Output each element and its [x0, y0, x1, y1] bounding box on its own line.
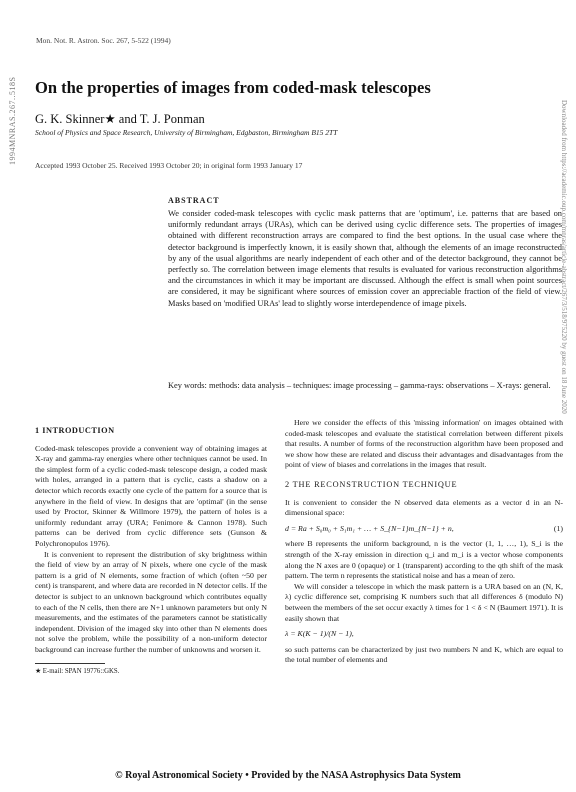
- equation-2: [285, 629, 563, 640]
- dates-line: Accepted 1993 October 25. Received 1993 October 20; in original form 1993 January 17: [35, 161, 303, 170]
- section-2-heading: 2 THE RECONSTRUCTION TECHNIQUE: [285, 479, 458, 489]
- right-column: [285, 418, 563, 666]
- journal-citation: Mon. Not. R. Astron. Soc. 267, 5-522 (1994): [36, 36, 171, 45]
- equation-2-body: λ = K(K − 1)/(N − 1),: [285, 629, 354, 639]
- download-watermark: Downloaded from https://academic.oup.com/mnras/article-abstract/267/3/518/975220 by guest on 18 June 2020: [560, 100, 568, 414]
- right-paragraph-5: so such patterns can be characterized by just two numbers N and K, which are equal to the total number of elements and: [285, 644, 563, 665]
- keywords: Key words: methods: data analysis – techniques: image processing – gamma-rays: observations – X-rays: general.: [168, 381, 551, 390]
- affiliation: School of Physics and Space Research, University of Birmingham, Edgbaston, Birmingham B15 2TT: [35, 128, 338, 137]
- right-paragraph-1: Here we consider the effects of this 'missing information' on images obtained with coded-mask telescopes and evaluate the statistical correlation between different pixels that results. A number of forms of the reconstruction algorithm have been proposed and we show how these are related and discuss their advantages and disadvantages from the point of view of biases and correlations in the images that result.: [285, 418, 563, 470]
- right-paragraph-2: It is convenient to consider the N observed data elements as a vector d in an N-dimensional space:: [285, 497, 563, 518]
- authors: G. K. Skinner★ and T. J. Ponman: [35, 112, 205, 126]
- right-paragraph-3: where B represents the uniform background, n is the vector (1, 1, …, 1), S_i is the strength of the X-ray emission in direction q_i and m_i is a vector whose components along the N axes are 0 (opaque) or 1 (transparent) according to the qth shift of the mask pattern. The term n represents the statistical noise and has a mean of zero.: [285, 539, 563, 581]
- intro-heading: 1 INTRODUCTION: [35, 426, 115, 435]
- equation-1: [285, 524, 563, 535]
- intro-paragraph-2: It is convenient to represent the distribution of sky brightness within the field of view by an array of N pixels, where one cycle of the mask pattern is a grid of N elements, some fraction of which (often ~50 per cent) is transparent, and where data are recorded in N detector cells. If the detector is subject to an unknown background which contributes equally to each of the N cells, then there are N+1 unknown parameters but only N measurements, and the estimates of the parameters cannot be statistically independent. Division of the imaged sky into other than N elements does not solve the problem, while the possibility of a non-uniform detector background can increase further the number of unknowns and worsen it.: [35, 549, 267, 654]
- left-column: [35, 426, 267, 678]
- intro-paragraph-1: Coded-mask telescopes provide a convenient way of obtaining images at X-ray and gamma-ray energies where other techniques cannot be used. In the simplest form of a cyclic coded-mask telescope design, a coded mask with holes, arranged in a pattern that is cyclic, casts a shadow on a detector which records exactly one cycle of the pattern for a source that is anywhere in the field of view. In designs that are 'optimal' (in the sense used by Proctor, Skinner & Willmore 1979), the pattern of holes is a uniformly redundant array (URA; Fenimore & Cannon 1978). Such patterns can be derived from cyclic difference sets (Gunson & Polychronopulos 1976).: [35, 443, 267, 548]
- abstract-text: We consider coded-mask telescopes with cyclic mask patterns that are 'optimum', i.e. patterns that are based on uniformly redundant arrays (URAs), which can be derived using cyclic difference sets. The properties of images obtained with different reconstruction arrays are compared to find the best options. In the usual case where the detector background is imperfectly known, it is easily shown that, although the elements of an image reconstructed by any of the usual algorithms are nearly independent of each other and of the detector background, they cannot be perfectly so. The correlation between image elements that results is evaluated for various reconstruction algorithms and the circumstances in which it may be important are discussed. Although the effect is small when point sources are considered, it may be significant where sources of emission cover an appreciable fraction of the field of view. Masks based on 'modified URAs' lead to slightly worse interdependence of image pixels.: [168, 209, 562, 308]
- right-paragraph-4: We will consider a telescope in which the mask pattern is a URA based on an (N, K, λ) cyclic difference set, comprising K numbers such that all differences δ (modulo N) between the members of the set occur exactly λ times for 1 < δ < N (Baumert 1971). It is easily shown that: [285, 581, 563, 623]
- footnote-rule: [35, 663, 105, 664]
- equation-1-body: d = Ra + S₀m₀ + S₁m₁ + … + S_{N−1}m_{N−1} + n,: [285, 523, 454, 533]
- abstract-heading: ABSTRACT: [168, 196, 220, 205]
- copyright-footer: © Royal Astronomical Society • Provided by the NASA Astrophysics Data System: [115, 770, 461, 781]
- paper-title: On the properties of images from coded-mask telescopes: [35, 78, 431, 97]
- equation-1-number: (1): [553, 523, 563, 533]
- ads-bibcode: 1994MNRAS.267..518S: [8, 76, 17, 165]
- footnote: ★ E-mail: SPAN 19776::GKS.: [35, 668, 120, 676]
